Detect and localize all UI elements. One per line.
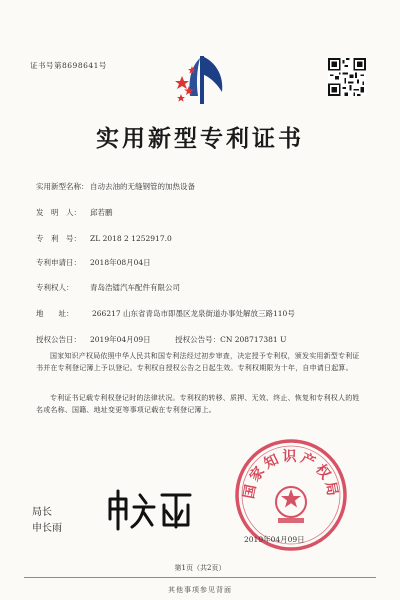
field-label: 实用新型名称： bbox=[36, 182, 89, 191]
field-utility-model-name bbox=[36, 181, 195, 192]
director-title: 局长 bbox=[32, 507, 52, 518]
seal-date: 2019年04月09日 bbox=[244, 535, 305, 544]
field-value: 2019年04月09日 bbox=[90, 335, 151, 344]
field-inventor bbox=[36, 207, 113, 218]
field-address-value: 266217 山东省青岛市即墨区龙泉街道办事处解放三路110号 bbox=[92, 309, 295, 318]
footer-divider bbox=[24, 577, 376, 578]
seal-text: 国家知识产权局 bbox=[241, 449, 341, 501]
field-value: 2018年08月04日 bbox=[90, 258, 151, 267]
field-value: ZL 2018 2 1252917.0 bbox=[90, 234, 172, 243]
field-address bbox=[36, 308, 90, 319]
qr-code-icon bbox=[328, 58, 366, 96]
announcement-number-label: 授权公告号： bbox=[175, 335, 221, 344]
field-value: 青岛浩镭汽车配件有限公司 bbox=[90, 283, 180, 292]
field-patent-number bbox=[36, 233, 172, 244]
field-label: 授权公告日： bbox=[36, 335, 81, 344]
field-value: 自动去油的无缝钢管的加热设备 bbox=[90, 182, 195, 191]
certificate-title: 实用新型专利证书 bbox=[96, 125, 304, 152]
field-label: 专 利 号： bbox=[36, 234, 81, 243]
footer-note: 其他事项参见背面 bbox=[168, 586, 232, 594]
field-value: 邱若鹏 bbox=[90, 208, 113, 217]
legal-status-paragraph: 专利证书记载专利权登记时的法律状况。专利权的转移、质押、无效、终止、恢复和专利权人的姓名或名称、国籍、地址变更等事项记载在专利登记簿上。 bbox=[36, 394, 360, 414]
field-label: 地 址： bbox=[36, 309, 74, 318]
field-label: 专利申请日： bbox=[36, 258, 81, 267]
director-name: 申长雨 bbox=[32, 523, 62, 534]
certificate-number: 证书号第8698641号 bbox=[30, 61, 107, 70]
grant-paragraph: 国家知识产权局依照中华人民共和国专利法经过初步审查，决定授予专利权，颁发实用新型专利证书并在专利登记簿上予以登记。专利权自授权公告之日起生效。专利权期限为十年，自申请日起算。 bbox=[36, 352, 360, 372]
field-filing-date bbox=[36, 257, 151, 268]
field-label: 专利权人： bbox=[36, 283, 74, 292]
field-announcement bbox=[36, 334, 286, 345]
cnipa-emblem-icon bbox=[172, 52, 232, 108]
page-number: 第1页（共2页） bbox=[174, 564, 226, 572]
field-patentee bbox=[36, 282, 180, 293]
field-label: 发 明 人： bbox=[36, 208, 81, 217]
announcement-number-value: CN 208717381 U bbox=[220, 335, 287, 344]
director-signature-icon bbox=[104, 485, 196, 531]
